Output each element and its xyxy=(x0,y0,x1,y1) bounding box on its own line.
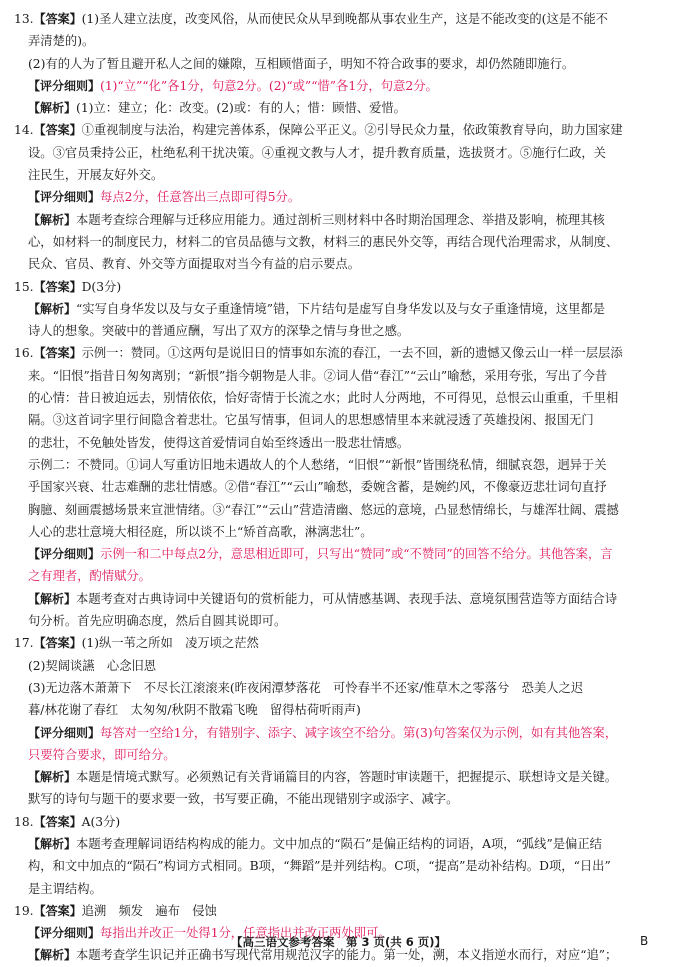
text-line xyxy=(14,476,662,498)
body-text: 15. xyxy=(14,279,34,294)
scoring-rule-text: 示例一和二中每点2分，意思相近即可，只写出“赞同”或“不赞同”的回答不给分。其他答案，言 xyxy=(100,547,613,562)
text-line xyxy=(14,75,662,97)
text-line xyxy=(14,119,662,141)
scoring-rule-text: 每答对一空给1分，有错别字、添字、减字该空不给分。第(3)句答案仅为示例，如有其他答案， xyxy=(100,725,618,740)
text-line xyxy=(14,610,662,632)
body-text: 示例二：不赞同。①词人写重访旧地未遇故人的个人愁绪，“旧恨”“新恨”皆围绕私情，细腻哀怨，迥异于关 xyxy=(28,457,607,472)
body-text: 句分析。首先应明确态度，然后自圆其说即可。 xyxy=(28,614,287,629)
text-line xyxy=(14,209,662,231)
text-line xyxy=(14,655,662,677)
text-line xyxy=(14,632,662,654)
section-tag: 【评分细则】 xyxy=(28,78,101,93)
body-text: ①重视制度与法治，构建完善体系，保障公平正义。②引导民众力量，依政策教育导向，助力国家建 xyxy=(81,123,623,138)
body-text: 示例一：赞同。①这两句是说旧日的情事如东流的春江，一去不回，新的遗憾又像云山一样一层层添 xyxy=(81,346,623,361)
body-text: 构，和文中加点的“陨石”构词方式相同。B项，“舞蹈”是并列结构。C项，“提高”是动补结构。D项，“日出” xyxy=(28,859,611,874)
text-line xyxy=(14,320,662,342)
section-tag: 【答案】 xyxy=(33,12,82,26)
body-text: 注民生，开展友好外交。 xyxy=(28,168,164,183)
text-line xyxy=(14,878,662,900)
section-tag: 【评分细则】 xyxy=(28,547,101,562)
body-text: (2)契阔谈讌 心念旧恩 xyxy=(28,658,157,673)
version-mark: B xyxy=(640,934,649,948)
section-tag: 【解析】 xyxy=(28,770,77,785)
text-line xyxy=(14,744,662,766)
text-line xyxy=(14,276,662,298)
body-text: 的心情：昔日被迫远去，别情依依，恰好寄情于长流之水；此时人分两地，不可得见，总恨云山重重，千里相 xyxy=(28,391,619,406)
body-text: (2)有的人为了暂且避开私人之间的嫌隙，互相顾惜面子，明知不符合政事的要求，却仍然随即施行。 xyxy=(28,56,575,71)
text-line xyxy=(14,387,662,409)
scoring-rule-text: 只要符合要求，即可给分。 xyxy=(28,747,176,762)
body-text: 是主谓结构。 xyxy=(28,881,102,896)
section-tag: 【答案】 xyxy=(33,636,82,651)
text-line xyxy=(14,499,662,521)
text-line xyxy=(14,164,662,186)
text-line xyxy=(14,409,662,431)
body-text: 的悲壮，不免触处皆发，使得这首爱情词自始至终透出一股悲壮情感。 xyxy=(28,435,410,450)
body-text: 弄清楚的)。 xyxy=(28,34,95,49)
text-line xyxy=(14,342,662,364)
section-tag: 【答案】 xyxy=(33,814,82,829)
body-text: 13. xyxy=(14,12,34,26)
section-tag: 【答案】 xyxy=(33,123,82,138)
body-text: (1)立：建立；化：改变。(2)或：有的人；惜：顾惜、爱惜。 xyxy=(76,101,406,116)
text-line xyxy=(14,855,662,877)
text-line xyxy=(14,432,662,454)
body-text: 本题考查综合理解与迁移应用能力。通过剖析三则材料中各时期治国理念、举措及影响，梳理其核 xyxy=(76,212,605,227)
page-footer: 【高三语文参考答案 第 3 页(共 6 页)】 xyxy=(230,935,447,949)
body-text: 17. xyxy=(14,636,34,651)
text-line xyxy=(14,253,662,275)
text-line xyxy=(14,365,662,387)
body-text: D(3分) xyxy=(81,279,122,294)
body-text: (3)无边落木萧萧下 不尽长江滚滚来(昨夜闲潭梦落花 可怜春半不还家/惟草木之零落兮 恐美人之迟 xyxy=(28,680,584,695)
text-line xyxy=(14,788,662,810)
section-tag: 【评分细则】 xyxy=(28,725,101,740)
text-line xyxy=(14,30,662,52)
text-line xyxy=(14,722,662,744)
text-line xyxy=(14,454,662,476)
section-tag: 【评分细则】 xyxy=(28,190,101,205)
section-tag: 【解析】 xyxy=(28,836,77,851)
section-tag: 【答案】 xyxy=(33,346,82,361)
scoring-rule-text: 每点2分，任意答出三点即可得5分。 xyxy=(100,190,301,205)
body-text: 本题考查理解词语结构构成的能力。文中加点的“陨石”是偏正结构的词语，A项，“弧线”是偏正结 xyxy=(76,836,602,851)
text-line xyxy=(14,8,662,30)
body-text: 19. xyxy=(14,903,34,918)
text-line xyxy=(14,900,662,922)
text-line xyxy=(14,833,662,855)
body-text: 14. xyxy=(14,123,34,138)
text-line xyxy=(14,142,662,164)
text-line xyxy=(14,565,662,587)
body-text: 设。③官员秉持公正，杜绝私利干扰决策。④重视文教与人才，提升教育质量，选拔贤才。⑤施行仁政，关 xyxy=(28,145,606,160)
text-line xyxy=(14,53,662,75)
scoring-rule-text: (1)“立”“化”各1分，句意2分。(2)“或”“惜”各1分，句意2分。 xyxy=(100,78,438,93)
section-tag: 【解析】 xyxy=(28,948,77,963)
text-line xyxy=(14,521,662,543)
text-line xyxy=(14,766,662,788)
text-line xyxy=(14,231,662,253)
body-text: (1)圣人建立法度，改变风俗，从而使民众从早到晚都从事农业生产，这是不能改变的(这是不能不 xyxy=(81,12,608,26)
body-text: 乎国家兴衰、壮志难酬的悲壮情感。②借“春江”“云山”喻愁，委婉含蓄，是婉约风，不像豪迈悲壮词句直抒 xyxy=(28,480,607,495)
scoring-rule-text: 之有理者，酌情赋分。 xyxy=(28,569,151,584)
text-line xyxy=(14,543,662,565)
body-text: “实写自身华发以及与女子重逢情境”错，下片结句是虚写自身华发以及与女子重逢情境，这里都是 xyxy=(76,301,606,316)
body-text: 18. xyxy=(14,814,34,829)
body-text: 人心的悲壮意境大相径庭，所以谈不上“矫首高歌，淋漓悲壮”。 xyxy=(28,524,373,539)
section-tag: 【解析】 xyxy=(28,101,77,116)
text-line xyxy=(14,588,662,610)
body-text: A(3分) xyxy=(81,814,121,829)
answer-key-page xyxy=(14,8,662,967)
text-line xyxy=(14,186,662,208)
section-tag: 【答案】 xyxy=(33,279,82,294)
body-text: 胸臆、刻画震撼场景来宣泄情绪。③“春江”“云山”营造清幽、悠远的意境，凸显愁情绵长，与雄浑壮阔、震撼 xyxy=(28,502,619,517)
body-text: 诗人的想象。突破中的普通应酬，写出了双方的深挚之情与身世之感。 xyxy=(28,324,410,339)
section-tag: 【解析】 xyxy=(28,591,77,606)
body-text: (1)纵一苇之所如 凌万顷之茫然 xyxy=(81,636,259,651)
body-text: 本题考查学生识记并正确书写现代常用规范汉字的能力。第一处，溯，本义指逆水而行，对应“追”； xyxy=(76,948,618,963)
text-line xyxy=(14,97,662,119)
body-text: 本题考查对古典诗词中关键语句的赏析能力，可从情感基调、表现手法、意境氛围营造等方面结合诗 xyxy=(76,591,618,606)
body-text: 默写的诗句与题干的要求要一致，书写要正确，不能出现错别字或添字、减字。 xyxy=(28,792,459,807)
body-text: 来。“旧恨”指昔日匆匆离别；“新恨”指今朝物是人非。②词人借“春江”“云山”喻愁，采用夸张，写出了今昔 xyxy=(28,368,608,383)
body-text: 追溯 频发 遍布 侵蚀 xyxy=(81,903,217,918)
body-text: 民众、官员、教育、外交等方面提取对当今有益的启示要点。 xyxy=(28,257,361,272)
body-text: 本题是情境式默写。必须熟记有关背诵篇目的内容，答题时审读题干，把握提示、联想诗文是关键。 xyxy=(76,770,618,785)
body-text: 暮/林花谢了春红 太匆匆/秋阴不散霜飞晚 留得枯荷听雨声) xyxy=(28,703,361,718)
section-tag: 【评分细则】 xyxy=(28,926,101,941)
text-line xyxy=(14,298,662,320)
section-tag: 【解析】 xyxy=(28,301,77,316)
text-line xyxy=(14,699,662,721)
scoring-rule-text: 每指出并改正一处得1分，任意指出并改正两处即可。 xyxy=(100,926,391,941)
body-text: 16. xyxy=(14,346,34,361)
text-line xyxy=(14,677,662,699)
section-tag: 【解析】 xyxy=(28,212,77,227)
body-text: 隔。③这首词字里行间隐含着悲壮。它虽写情事，但词人的思想感情里本来就浸透了英雄投闲、报国无门 xyxy=(28,413,594,428)
body-text: 心，如材料一的制度民力，材料二的官员品德与文教，材料三的惠民外交等，再结合现代治理需求，从制度、 xyxy=(28,234,619,249)
text-line xyxy=(14,811,662,833)
section-tag: 【答案】 xyxy=(33,903,82,918)
